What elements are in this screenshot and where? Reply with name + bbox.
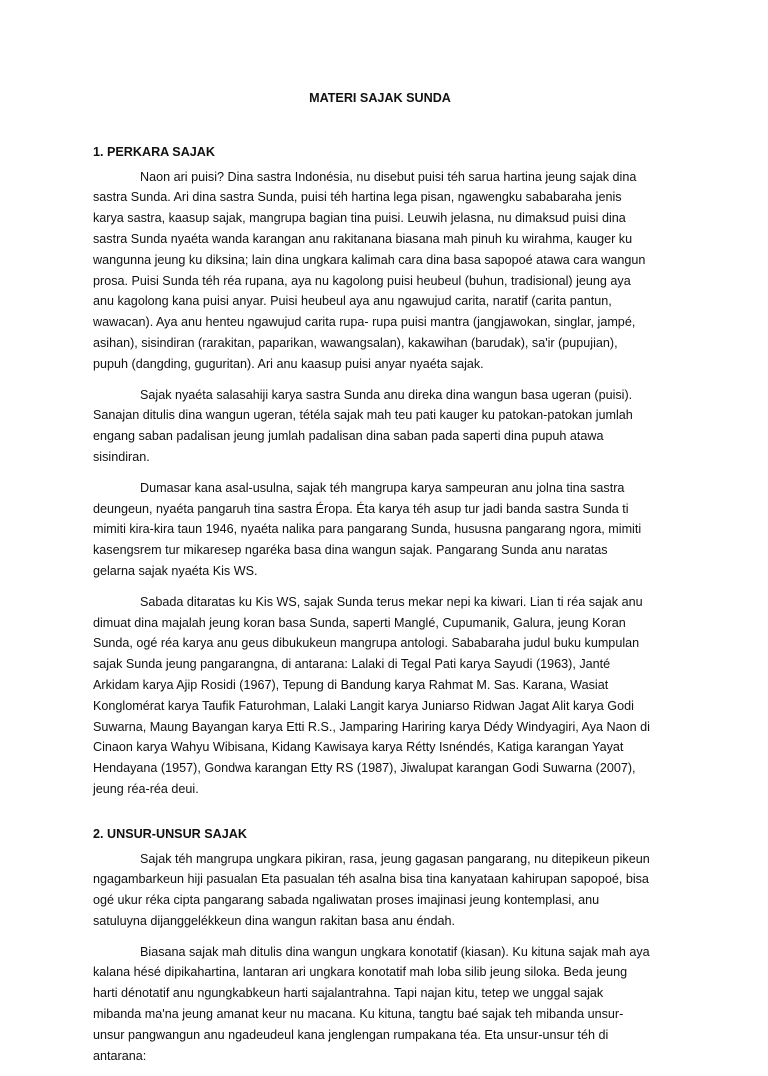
section-heading: 2. UNSUR-UNSUR SAJAK <box>93 826 247 841</box>
paragraph: Naon ari puisi? Dina sastra Indonésia, nu disebut puisi téh sarua hartina jeung sajak dina sastra Sunda. Ari dina sastra Sunda, puisi téh hartina lega pisan, ngawengku sababaraha jenis karya sastra, kaasup sajak, mangrupa bagian tina puisi. Leuwih jelasna, nu dimaksud puisi dina sastra Sunda nyaéta wanda karangan anu rakitanana biasana mah pinuh ku wirahma, kauger ku wangunna jeung ku diksina; lain dina ungkara kalimah cara dina basa sapopoé atawa cara wangun prosa. Puisi Sunda téh réa rupana, aya nu kagolong puisi heubeul (buhun, tradisional) jeung aya anu kagolong kana puisi anyar. Puisi heubeul aya anu ngawujud carita, naratif (carita pantun, wawacan). Aya anu henteu ngawujud carita rupa- rupa puisi mantra (jangjawokan, singlar, jampé, asihan), sisindiran (rarakitan, paparikan, wawangsalan), kakawihan (barudak), sa'ir (pupujian), pupuh (dangding, guguritan). Ari anu kaasup puisi anyar nyaéta sajak. <box>93 169 646 371</box>
paragraph: Sajak téh mangrupa ungkara pikiran, rasa, jeung gagasan pangarang, nu ditepikeun pikeun ngagambarkeun hiji pasualan Eta pasualan téh asalna bisa tina kanyataan kahirupan sapopoé, bisa ogé ukur réka cipta pangarang sabada ngaliwatan proses imajinasi jeung kontemplasi, anu satuluyna dijanggelékkeun dina wangun rakitan basa anu éndah. <box>93 851 650 928</box>
document-title: MATERI SAJAK SUNDA <box>309 91 451 105</box>
section-heading: 1. PERKARA SAJAK <box>93 144 215 159</box>
paragraph: Dumasar kana asal-usulna, sajak téh mangrupa karya sampeuran anu jolna tina sastra deungeun, nyaéta pangaruh tina sastra Éropa. Éta karya téh asup tur jadi banda sastra Sunda ti mimiti kira-kira taun 1946, nyaéta nalika para pangarang Sunda, hususna pangarang ngora, mimiti kasengsrem tur mikaresep ngaréka basa dina wangun sajak. Pangarang Sunda anu naratas gelarna sajak nyaéta Kis WS. <box>93 480 642 578</box>
section-spacer <box>93 810 653 824</box>
document-body <box>93 88 653 1076</box>
section-perkara-sajak <box>93 142 653 800</box>
paragraph: Sajak nyaéta salasahiji karya sastra Sunda anu direka dina wangun basa ugeran (puisi). Sanajan ditulis dina wangun ugeran, tétéla sajak mah teu pati kauger ku patokan-patokan jumlah engang saban padalisan jeung jumlah padalisan dina saban pada saperti dina pupuh atawa sisindiran. <box>93 387 633 464</box>
section-unsur-unsur-sajak <box>93 824 653 1067</box>
paragraph: Biasana sajak mah ditulis dina wangun ungkara konotatif (kiasan). Ku kituna sajak mah aya kalana hésé dipikahartina, lantaran ari ungkara konotatif mah loba silib jeung siloka. Beda jeung harti dénotatif anu ngungkabkeun harti sajalantrahna. Tapi najan kitu, tetep we unggal sajak mibanda ma'na jeung amanat keur nu macana. Ku kituna, tangtu baé sajak teh mibanda unsur-unsur pangwangun anu ngadeudeul kana jenglengan rumpakana téa. Eta unsur-unsur téh di antarana: <box>93 944 650 1063</box>
paragraph: Sabada ditaratas ku Kis WS, sajak Sunda terus mekar nepi ka kiwari. Lian ti réa sajak anu dimuat dina majalah jeung koran basa Sunda, saperti Manglé, Cupumanik, Galura, jeung Koran Sunda, ogé réa karya anu geus dibukukeun mangrupa antologi. Sababaraha judul buku kumpulan sajak Sunda jeung pangarangna, di antarana: Lalaki di Tegal Pati karya Sayudi (1963), Janté Arkidam karya Ajip Rosidi (1967), Tepung di Bandung karya Rahmat M. Sas. Karana, Wasiat Konglomérat karya Taufik Faturohman, Lalaki Langit karya Juniarso Ridwan Jagat Alit karya Godi Suwarna, Maung Bayangan karya Etti R.S., Jamparing Hariring karya Dédy Windyagiri, Aya Naon di Cinaon karya Wahyu Wibisana, Kidang Kawisaya karya Rétty Isnéndés, Katiga karangan Yayat Hendayana (1957), Gondwa karangan Etty RS (1987), Jiwalupat karangan Godi Suwarna (2007), jeung réa-réa deui. <box>93 594 650 796</box>
